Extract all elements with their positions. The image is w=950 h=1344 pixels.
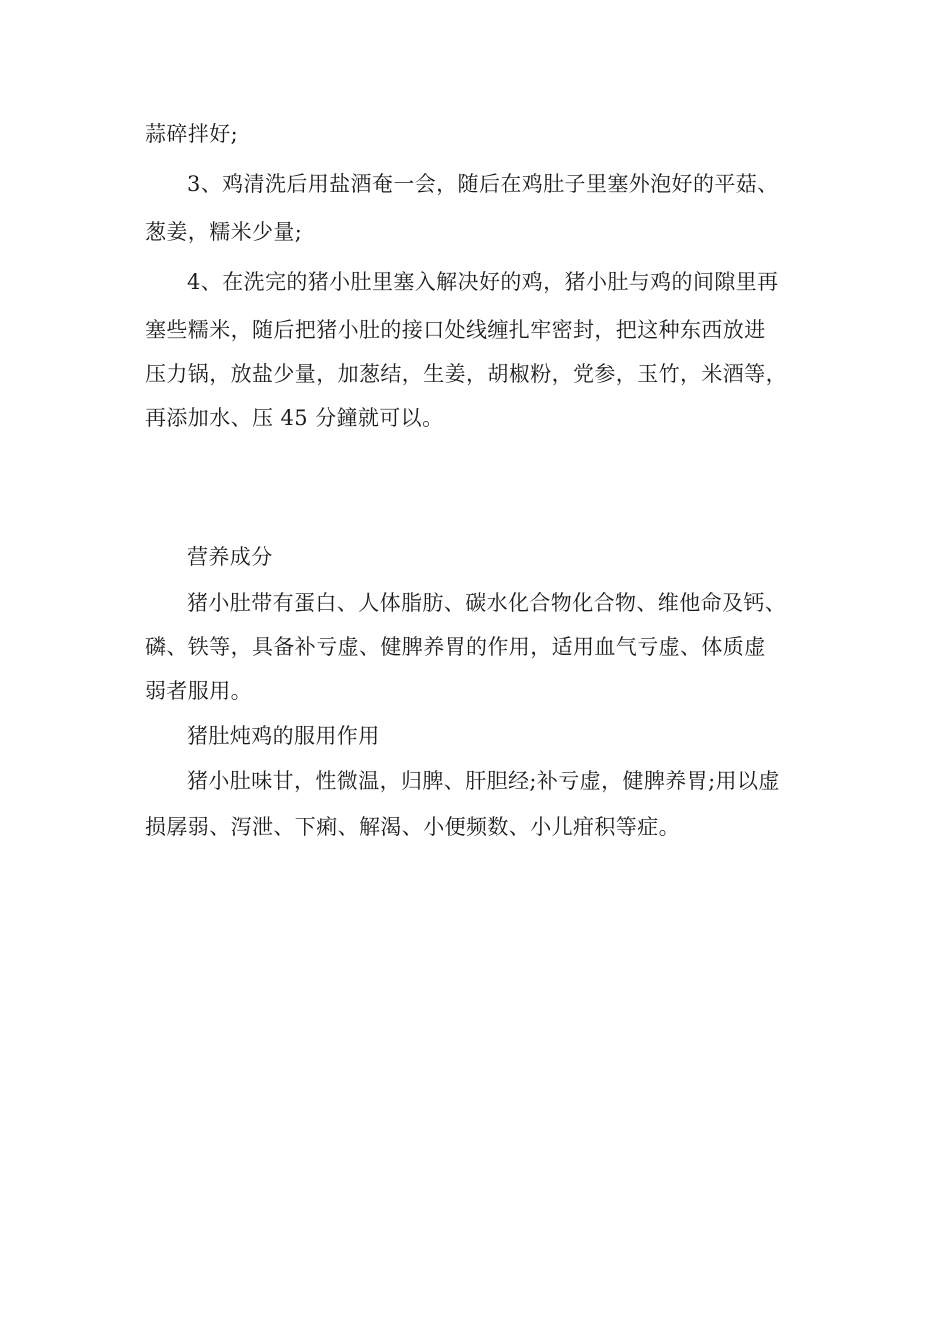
nutrition-line-2: 磷、铁等，具备补亏虚、健脾养胃的作用，适用血气亏虚、体质虚 [145, 635, 766, 659]
effects-line-1: 猪小肚味甘，性微温，归脾、肝胆经;补亏虚，健脾养胃;用以虚 [187, 769, 780, 793]
effects-line-2: 损孱弱、泻泄、下痢、解渴、小便频数、小儿疳积等症。 [145, 815, 680, 839]
step3-line-2: 葱姜，糯米少量; [145, 220, 303, 244]
step2-tail-line: 蒜碎拌好; [145, 122, 239, 146]
step4-line-1: 4、在洗完的猪小肚里塞入解决好的鸡，猪小肚与鸡的间隙里再 [187, 270, 779, 294]
nutrition-line-3: 弱者服用。 [145, 679, 252, 703]
step4-line-2: 塞些糯米，随后把猪小肚的接口处线缠扎牢密封，把这种东西放进 [145, 318, 766, 342]
step4-line-4: 再添加水、压 45 分鐘就可以。 [145, 406, 444, 430]
nutrition-heading: 营养成分 [187, 545, 273, 569]
nutrition-line-1: 猪小肚带有蛋白、人体脂肪、碳水化合物化合物、维他命及钙、 [187, 591, 787, 615]
step3-line-1: 3、鸡清洗后用盐酒奄一会，随后在鸡肚子里塞外泡好的平菇、 [187, 172, 779, 196]
effects-heading: 猪肚炖鸡的服用作用 [187, 724, 380, 748]
step4-line-3: 压力锅，放盐少量，加葱结，生姜，胡椒粉，党参，玉竹，米酒等， [145, 362, 787, 386]
